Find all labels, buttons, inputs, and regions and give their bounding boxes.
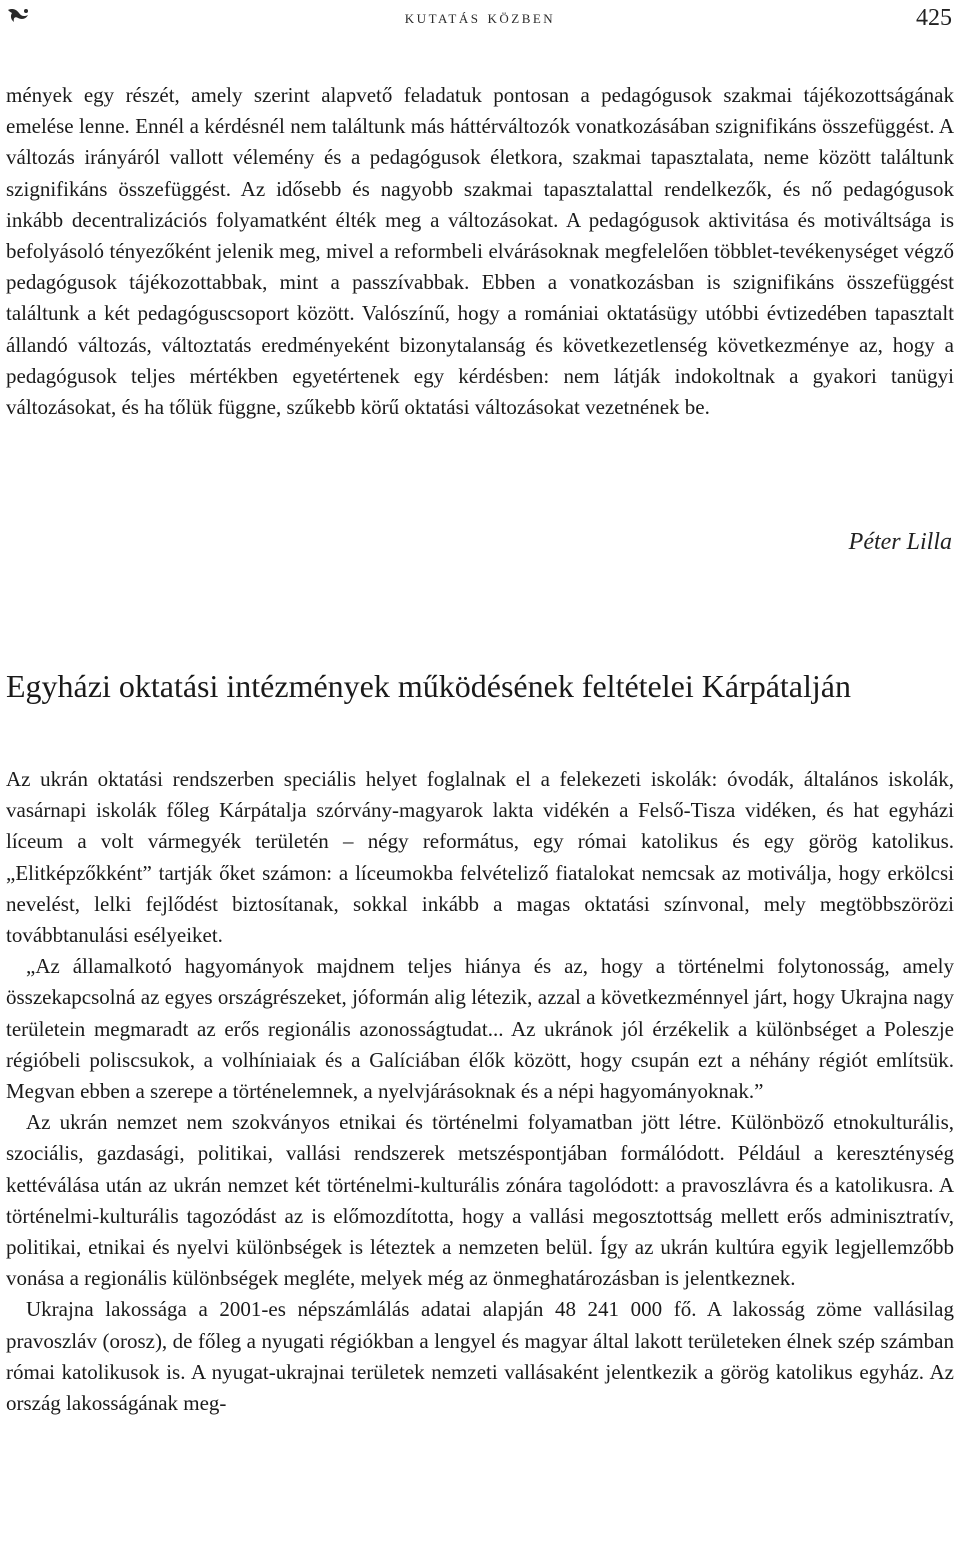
author-signature: Péter Lilla: [848, 529, 952, 555]
running-head: kutatás közben: [404, 7, 556, 27]
body-paragraph: mények egy részét, amely szerint alapvető feladatuk pontosan a pedagógusok szakmai tájékozottságának emelése lenne. Ennél a kérdésnél nem találtunk más háttérváltozók vonatkozásában szignifikáns összefüggést. A változás irányáról vallott vélemény és a pedagógusok életkora, szakmai tapasztalata, neme között találtunk szignifikáns összefüggést. Az idősebb és nagyobb szakmai tapasztalattal rendelkezők, és nő pedagógusok inkább decentralizációs folyamatként élték meg a változásokat. A pedagógusok aktivitása és motiváltsága is befolyásoló tényezőként jelenik meg, mivel a reformbeli elvárásoknak megfelelően többlet-tevékenységet végző pedagógusok tájékozottabbak, mint a passzívabbak. Ebben a vonatkozásban is szignifikáns összefüggést találtunk a két pedagóguscsoport között. Valószínű, hogy a romániai oktatásügy utóbbi évtizedében tapasztalt állandó változás, változtatás eredményeként bizonytalanság és következetlenség következménye az, hogy a pedagógusok teljes mértékben egyetértenek egy kérdésben: nem látják indokoltnak a gyakori tanügyi változásokat, és ha tőlük függne, szűkebb körű oktatási változásokat vezetnének be.: [6, 83, 954, 420]
body-paragraph: Ukrajna lakossága a 2001-es népszámlálás adatai alapján 48 241 000 fő. A lakosság zöme vallásilag pravoszláv (orosz), de főleg a nyugati régiókban a lengyel és magyar által lakott területeken élnek szép számban római katolikusok is. A nyugat-ukrajnai területek nemzeti vallásaként jelentkezik a görög katolikus egyház. Az ország lakosságának meg-: [6, 1297, 954, 1416]
section-title: Egyházi oktatási intézmények működésének feltételei Kárpátalján: [6, 668, 851, 704]
article-ending: [6, 80, 954, 423]
body-paragraph: Az ukrán nemzet nem szokványos etnikai és történelmi folyamatban jött létre. Különböző etnokulturális, szociális, gazdasági, politikai, vallási rendszerek metszéspontjában formálódott. Például a kereszténység kettéválása után az ukrán nemzet két történelmi-kulturális zónára tagolódott: a pravoszlávra és a katolikusra. A történelmi-kulturális tagozódást az is előmozdította, hogy a vallási megosztottság mellett erős adminisztratív, politikai, etnikai és nyelvi különbségek is léteztek a nemzeten belül. Így az ukrán kultúra egyik legjellemzőbb vonása a regionális különbségek megléte, melyek még az önmeghatározásban is jelentkeznek.: [6, 1110, 954, 1291]
page-header: [0, 0, 960, 44]
section-body: [6, 764, 954, 1419]
quote-paragraph: „Az államalkotó hagyományok majdnem teljes hiánya és az, hogy a történelmi folytonosság, amely összekapcsolná az egyes országrészeket, jóformán alig létezik, azzal a következménnyel járt, hogy Ukrajna nagy területein megmaradt az erős regionális azonosságtudat... Az ukránok jól érzékelik a különbséget a Poleszje régióbeli poliscsukok, a volhíniaiak és a Galíciában élők között, hogy csupán ezt a néhány régiót említsük. Megvan ebben a szerepe a történelemnek, a nyelvjárásoknak és a népi hagyományoknak.”: [6, 954, 954, 1104]
page-number: 425: [916, 5, 952, 31]
body-paragraph: Az ukrán oktatási rendszerben speciális helyet foglalnak el a felekezeti iskolák: óvodák, általános iskolák, vasárnapi iskolák főleg Kárpátalja szórvány-magyarok lakta vidékén a Felső-Tisza vidéken, és hat egyházi líceum a volt vármegyék területén – négy református, egy római katolikus és egy görög katolikus. „Elitképzőkként” tartják őket számon: a líceumokba felvételiző fiatalokat nemcsak az motiválja, hogy erkölcsi nevelést, lelki fejlődést biztosítanak, sokkal inkább a magas oktatási színvonal, mely megtöbbszörözi továbbtanulási esélyeiket.: [6, 767, 954, 948]
